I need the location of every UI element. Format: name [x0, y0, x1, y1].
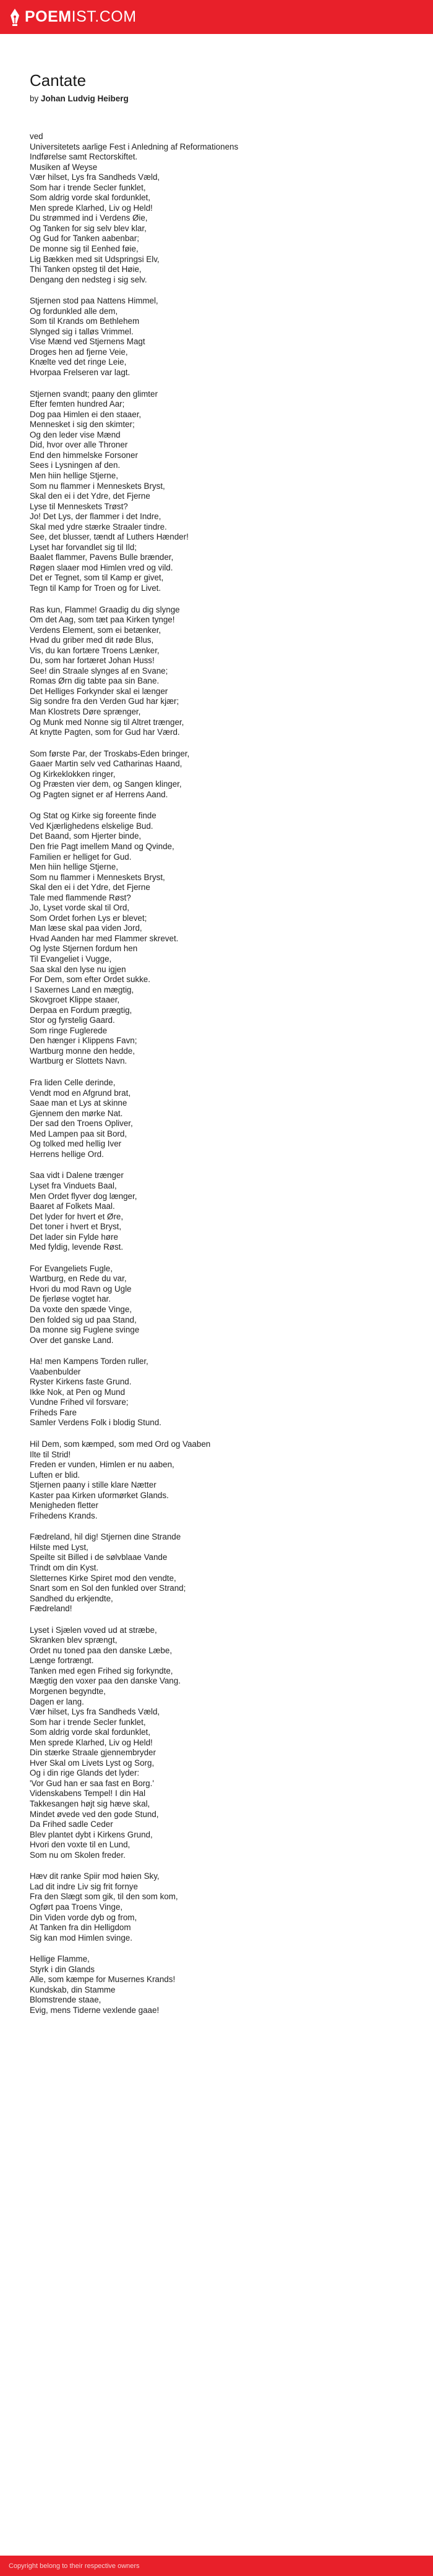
poem-line: Som aldrig vorde skal fordunklet, — [30, 1727, 151, 1737]
poem-line: Alle, som kæmpe for Musernes Krands! — [30, 1975, 176, 1985]
site-logo-text — [25, 8, 137, 26]
poem-line: Mindet øvede ved den gode Stund, — [30, 1809, 159, 1819]
poem-line: Og Tanken for sig selv blev klar, — [30, 223, 147, 233]
poem-line: Man Klostrets Døre sprænger, — [30, 706, 141, 716]
poem-line: Skal med ydre stærke Straaler tindre. — [30, 522, 167, 532]
poem-line: Lyse til Menneskets Trøst? — [30, 501, 128, 511]
poem-line: Kundskab, din Stamme — [30, 1985, 116, 1994]
poem-line: Wartburg er Slottets Navn. — [30, 1056, 127, 1066]
poem-line: Ryster Kirkens faste Grund. — [30, 1377, 132, 1387]
poem-line: Ras kun, Flamme! Graadig du dig slynge — [30, 604, 180, 614]
poem-line: See, det blusser, tændt af Luthers Hænder! — [30, 532, 189, 542]
poem-line: Og Kirkeklokken ringer, — [30, 769, 116, 779]
poem-line: Hver Skal om Livets Lyst og Sorg, — [30, 1758, 155, 1768]
poem-line: De fjerløse vogtet har. — [30, 1294, 111, 1304]
poem-line: Stjernen svandt; paany den glimter — [30, 389, 158, 399]
poem-byline — [30, 94, 403, 103]
poem-line: Vise Mænd ved Stjernens Magt — [30, 337, 145, 347]
poem-line: Jo, Lyset vorde skal til Ord, — [30, 903, 129, 913]
poem-line: Friheds Fare — [30, 1407, 77, 1417]
poem-line: Den folded sig ud paa Stand, — [30, 1315, 137, 1324]
poem-line: Sig sondre fra den Verden Gud har kjær; — [30, 697, 179, 706]
poem-line: Og den leder vise Mænd — [30, 430, 121, 439]
poem-line: Sig kan mod Himlen svinge. — [30, 1933, 132, 1943]
poem-line: Hvad du griber med dit røde Blus, — [30, 635, 154, 645]
poem-line: Slynged sig i talløs Vrimmel. — [30, 326, 134, 336]
poem-stanza — [30, 1954, 403, 2015]
poem-line: Vendt mod en Afgrund brat, — [30, 1088, 131, 1098]
poem-line: Vundne Frihed vil forsvare; — [30, 1397, 129, 1407]
poem-line: Stjernen paany i stille klare Nætter — [30, 1480, 156, 1490]
poem-line: Dagen er lang. — [30, 1697, 84, 1706]
poem-line: Som nu flammer i Menneskets Bryst, — [30, 872, 165, 882]
poem-line: Med fyldig, levende Røst. — [30, 1242, 124, 1252]
poem-line: Snart som en Sol den funkled over Strand; — [30, 1583, 186, 1593]
poem-line: Herrens hellige Ord. — [30, 1149, 104, 1159]
poem-line: Om det Aag, som tæt paa Kirken tynge! — [30, 615, 175, 625]
poem-line: Den frie Pagt imellem Mand og Qvinde, — [30, 842, 174, 851]
poem-line: Som aldrig vorde skal fordunklet, — [30, 193, 151, 203]
poem-line: Og Stat og Kirke sig foreente finde — [30, 811, 156, 821]
poem-line: Wartburg monne den hedde, — [30, 1046, 135, 1056]
poem-stanza — [30, 296, 403, 378]
poem-line: Som ringe Fuglerede — [30, 1025, 108, 1035]
poem-line: Stor og fyrstelig Gaard. — [30, 1015, 115, 1025]
poem-stanza — [30, 749, 403, 800]
site-logo-link[interactable] — [9, 8, 137, 27]
poem-line: Trindt om din Kyst. — [30, 1563, 99, 1572]
poem-line: Det Helliges Forkynder skal ei længer — [30, 686, 168, 696]
poem-line: Vær hilset, Lys fra Sandheds Væld, — [30, 172, 160, 182]
poem-line: Takkesangen højt sig hæve skal, — [30, 1799, 150, 1809]
author-link[interactable]: Johan Ludvig Heiberg — [41, 94, 129, 103]
poem-line: Ilte til Strid! — [30, 1449, 71, 1459]
poem-line: Der sad den Troens Opliver, — [30, 1119, 133, 1129]
poem-line: At Tanken fra din Helligdom — [30, 1923, 131, 1933]
top-header-bar — [0, 0, 433, 34]
poem-line: Som nu om Skolen freder. — [30, 1850, 126, 1860]
poem-line: Men hiin hellige Stjerne, — [30, 862, 118, 872]
poem-stanza — [30, 389, 403, 594]
poem-title: Cantate — [30, 71, 87, 90]
poem-line: Ved Kjærlighedens elskelige Bud. — [30, 821, 153, 831]
poem-line: Det toner i hvert et Bryst, — [30, 1222, 122, 1232]
poem-line: Blev plantet dybt i Kirkens Grund, — [30, 1829, 153, 1839]
poem-line: Vaabenbulder — [30, 1366, 81, 1376]
poem-stanza — [30, 605, 403, 738]
poem-line: Dengang den nedsteg i sig selv. — [30, 274, 147, 284]
poem-line: Den hænger i Klippens Favn; — [30, 1036, 137, 1046]
poem-line: Styrk i din Glands — [30, 1964, 95, 1974]
poem-line: Saa skal den lyse nu igjen — [30, 964, 126, 974]
poem-line: Røgen slaaer mod Himlen vred og vild. — [30, 562, 173, 572]
poem-line: Hvori du mod Ravn og Ugle — [30, 1284, 132, 1294]
poem-line: Mennesket i sig den skimter; — [30, 420, 135, 430]
poem-line: I Saxernes Land en mægtig, — [30, 985, 134, 994]
poem-line: Droges hen ad fjerne Veie, — [30, 347, 128, 357]
poem-line: Familien er helliget for Gud. — [30, 852, 132, 862]
poem-line: Lyset i Sjælen voved ud at stræbe, — [30, 1625, 157, 1635]
poem-line: Samler Verdens Folk i blodig Stund. — [30, 1418, 161, 1428]
poem-line: Lyset har forvandlet sig til Ild; — [30, 542, 137, 552]
poem-line: ved — [30, 132, 43, 141]
poem-line: Hellige Flamme, — [30, 1954, 90, 1964]
poem-line: Men sprede Klarhed, Liv og Held! — [30, 1737, 153, 1747]
poem-stanza — [30, 1171, 403, 1252]
poem-line: Ogført paa Troens Vinge, — [30, 1902, 123, 1912]
poem-line: Tegn til Kamp for Troen og for Livet. — [30, 583, 161, 593]
poem-line: Jo! Det Lys, der flammer i det Indre, — [30, 512, 161, 522]
poem-line: Skal den ei i det Ydre, det Fjerne — [30, 883, 150, 892]
poem-stanza — [30, 1532, 403, 1614]
poem-line: Men hiin hellige Stjerne, — [30, 470, 118, 480]
poem-line: Videnskabens Tempel! I din Hal — [30, 1789, 146, 1799]
poem-line: Som nu flammer i Menneskets Bryst, — [30, 481, 165, 491]
poem-line: Freden er vunden, Himlen er nu aaben, — [30, 1460, 174, 1470]
poem-line: Kaster paa Kirken uformørket Glands. — [30, 1490, 169, 1500]
logo-bold-part: POEM — [25, 8, 72, 25]
poem-line: Skovgroet Klippe staaer, — [30, 995, 120, 1005]
poem-line: Du, som har fortæret Johan Huss! — [30, 656, 155, 666]
poem-line: Menigheden fletter — [30, 1501, 98, 1510]
logo-thin-part: IST.COM — [71, 8, 137, 25]
poem-line: Evig, mens Tiderne vexlende gaae! — [30, 2005, 160, 2015]
poem-stanza — [30, 1078, 403, 1159]
by-label: by — [30, 94, 39, 103]
poem-line: Fra den Slægt som gik, til den som kom, — [30, 1892, 178, 1902]
poem-line: Det er Tegnet, som til Kamp er givet, — [30, 573, 164, 583]
poem-line: Da voxte den spæde Vinge, — [30, 1304, 132, 1314]
poem-line: Frihedens Krands. — [30, 1510, 98, 1520]
poem-line: Med Lampen paa sit Bord, — [30, 1129, 127, 1138]
poem-line: Verdens Element, som ei betænker, — [30, 625, 161, 635]
poem-line: Romas Ørn dig tabte paa sin Bane. — [30, 676, 160, 686]
poem-line: Fædreland, hil dig! Stjernen dine Strande — [30, 1532, 181, 1542]
poem-line: At knytte Pagten, som for Gud har Værd. — [30, 727, 180, 737]
poem-line: Lad dit indre Liv sig frit fornye — [30, 1881, 138, 1891]
poem-line: Ikke Nok, at Pen og Mund — [30, 1387, 126, 1397]
poem-line: Og Pagten signet er af Herrens Aand. — [30, 789, 168, 799]
poem-line: Som har i trende Secler funklet, — [30, 182, 146, 192]
poem-line: Det lader sin Fylde høre — [30, 1232, 118, 1242]
poem-line: Sandhed du erkjendte, — [30, 1593, 113, 1603]
poem-line: Gjennem den mørke Nat. — [30, 1108, 123, 1118]
poem-line: Men Ordet flyver dog længer, — [30, 1191, 137, 1201]
poem-line: Tale med flammende Røst? — [30, 892, 131, 902]
poem-line: Og tolked med hellig Iver — [30, 1139, 122, 1149]
poem-line: Og Præsten vier dem, og Sangen klinger, — [30, 779, 182, 789]
poem-line: Mægtig den voxer paa den danske Vang. — [30, 1676, 181, 1686]
poem-line: Din Viden vorde dyb og from, — [30, 1912, 137, 1922]
poem-content — [30, 71, 403, 2027]
poem-line: 'Vor Gud han er saa fast en Borg.' — [30, 1778, 154, 1788]
poem-line: Din stærke Straale gjennembryder — [30, 1748, 156, 1758]
poem-line: Vær hilset, Lys fra Sandheds Væld, — [30, 1707, 160, 1717]
poem-line: Og i din rige Glands det lyder: — [30, 1768, 140, 1778]
poem-stanza — [30, 1625, 403, 1861]
poem-stanza — [30, 132, 403, 285]
poem-line: Og fordunkled alle dem, — [30, 306, 118, 316]
poem-line: Lyset fra Vinduets Baal, — [30, 1180, 117, 1190]
footer-copyright: Copyright belong to their respective owners — [9, 2562, 140, 2570]
poem-stanza — [30, 1439, 403, 1521]
poem-line: Fra liden Celle derinde, — [30, 1078, 116, 1088]
poem-line: Morgenen begyndte, — [30, 1687, 106, 1697]
poem-line: Hæv dit ranke Spiir mod høien Sky, — [30, 1871, 160, 1881]
poem-line: Tanken med egen Frihed sig forkyndte, — [30, 1666, 173, 1676]
poem-line: Skal den ei i det Ydre, det Fjerne — [30, 491, 150, 501]
poem-line: Hvorpaa Frelseren var lagt. — [30, 368, 131, 378]
poem-line: Saae man et Lys at skinne — [30, 1098, 127, 1108]
poem-line: Man læse skal paa viden Jord, — [30, 923, 142, 933]
poem-line: Over det ganske Land. — [30, 1335, 114, 1345]
poem-line: Skranken blev sprængt, — [30, 1635, 118, 1645]
poem-line: Men sprede Klarhed, Liv og Held! — [30, 203, 153, 213]
poem-stanza — [30, 1871, 403, 1943]
poem-line: Det Baand, som Hjerter binde, — [30, 831, 142, 841]
poem-line: Luften er blid. — [30, 1470, 80, 1480]
poem-line: Da monne sig Fuglene svinge — [30, 1325, 140, 1335]
poem-body — [30, 132, 403, 2015]
poem-line: Sees i Lysningen af den. — [30, 460, 121, 470]
poem-line: Gaaer Martin selv ved Catharinas Haand, — [30, 759, 182, 769]
poem-line: Thi Tanken opsteg til det Høie, — [30, 265, 142, 274]
poem-line: Og lyste Stjernen fordum hen — [30, 944, 138, 954]
poem-line: See! din Straale slynges af en Svane; — [30, 666, 168, 676]
poem-line: Som til Krands om Bethlehem — [30, 316, 140, 326]
poem-line: Knælte ved det ringe Leie, — [30, 357, 127, 367]
poem-line: Efter femten hundred Aar; — [30, 399, 125, 409]
poem-line: Stjernen stod paa Nattens Himmel, — [30, 296, 158, 306]
poem-line: Da Frihed sadle Ceder — [30, 1820, 113, 1829]
poem-line: Baalet flammer, Pavens Bulle brænder, — [30, 553, 174, 562]
poem-line: Ordet nu toned paa den danske Læbe, — [30, 1645, 173, 1655]
poem-line: Du strømmed ind i Verdens Øie, — [30, 213, 148, 223]
poem-line: Ha! men Kampens Torden ruller, — [30, 1357, 148, 1366]
poem-line: Og Munk med Nonne sig til Altret trænger, — [30, 717, 184, 727]
poem-line: Lig Bækken med sit Udspringsi Elv, — [30, 254, 160, 264]
poem-line: Speilte sit Billed i de sølvblaae Vande — [30, 1553, 168, 1562]
poem-line: For Evangeliets Fugle, — [30, 1263, 113, 1273]
poem-line: Did, hvor over alle Throner — [30, 440, 128, 450]
poem-line: Som Ordet forhen Lys er blevet; — [30, 913, 147, 923]
poem-line: End den himmelske Forsoner — [30, 450, 138, 460]
poem-line: Dog paa Himlen ei den staaer, — [30, 409, 142, 419]
poem-line: Derpaa en Fordum prægtig, — [30, 1005, 132, 1015]
poem-line: Hvori den voxte til en Lund, — [30, 1840, 131, 1850]
poem-line: Musiken af Weyse — [30, 162, 98, 172]
poem-stanza — [30, 1357, 403, 1428]
poem-line: Som første Par, der Troskabs-Eden bringer, — [30, 748, 190, 758]
poem-line: Saa vidt i Dalene trænger — [30, 1171, 124, 1180]
poem-line: Universitetets aarlige Fest i Anledning af Reformationens — [30, 142, 239, 151]
poem-line: Som har i trende Secler funklet, — [30, 1717, 146, 1727]
pen-nib-icon — [9, 8, 21, 27]
poem-line: Til Evangeliet i Vugge, — [30, 954, 112, 964]
poem-line: Hilste med Lyst, — [30, 1542, 88, 1552]
poem-line: Indførelse samt Rectorskiftet. — [30, 152, 138, 162]
poem-line: Hvad Aanden har med Flammer skrevet. — [30, 933, 179, 943]
poem-line: For Dem, som efter Ordet sukke. — [30, 975, 150, 985]
poem-line: Sletternes Kirke Spiret mod den vendte, — [30, 1573, 176, 1583]
poem-line: Længe fortrængt. — [30, 1656, 94, 1666]
poem-stanza — [30, 1264, 403, 1345]
poem-line: Blomstrende staae, — [30, 1995, 101, 2005]
poem-line: De monne sig til Eenhed føie, — [30, 244, 139, 254]
poem-line: Wartburg, en Rede du var, — [30, 1274, 127, 1284]
footer-bar — [0, 2556, 433, 2576]
poem-line: Vis, du kan fortære Troens Lænker, — [30, 645, 160, 655]
poem-line: Baaret af Folkets Maal. — [30, 1201, 115, 1211]
poem-stanza — [30, 811, 403, 1067]
poem-line: Fædreland! — [30, 1604, 72, 1614]
poem-line: Hil Dem, som kæmped, som med Ord og Vaaben — [30, 1439, 211, 1449]
poem-line: Og Gud for Tanken aabenbar; — [30, 234, 139, 244]
poem-line: Det lyder for hvert et Øre, — [30, 1211, 124, 1221]
